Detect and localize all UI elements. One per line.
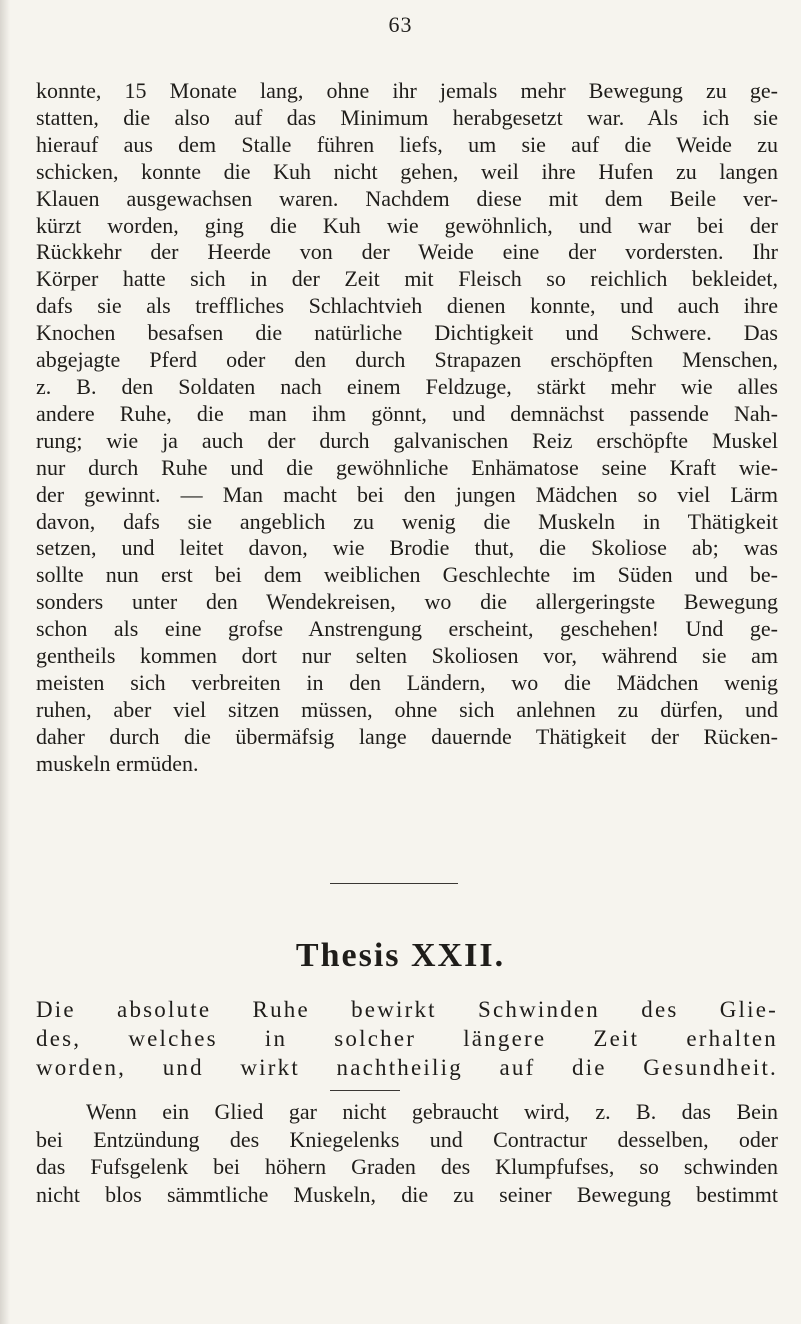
text-line: statten, die also auf das Minimum herabgesetzt war. Als ich sie bbox=[36, 104, 778, 130]
text-line: ruhen, aber viel sitzen müssen, ohne sich anlehnen zu dürfen, und bbox=[36, 696, 778, 722]
text-line: Klauen ausgewachsen waren. Nachdem diese mit dem Beile ver- bbox=[36, 185, 778, 211]
text-line: hierauf aus dem Stalle führen liefs, um sie auf die Weide zu bbox=[36, 131, 778, 157]
text-line: schicken, konnte die Kuh nicht gehen, weil ihre Hufen zu langen bbox=[36, 158, 778, 184]
text-line: Körper hatte sich in der Zeit mit Fleisch so reichlich bekleidet, bbox=[36, 266, 778, 292]
text-line: Rückkehr der Heerde von der Weide eine der vordersten. Ihr bbox=[36, 239, 778, 265]
thesis-heading: Thesis XXII. bbox=[295, 937, 506, 974]
text-line: davon, dafs sie angeblich zu wenig die Muskeln in Thätigkeit bbox=[36, 508, 778, 534]
text-line: Wenn ein Glied gar nicht gebraucht wird, z. B. das Bein bbox=[86, 1099, 778, 1124]
text-line: daher durch die übermäfsig lange dauernde Thätigkeit der Rücken- bbox=[36, 723, 778, 749]
text-line: der gewinnt. — Man macht bei den jungen Mädchen so viel Lärm bbox=[36, 481, 778, 507]
text-line: setzen, und leitet davon, wie Brodie thut, die Skoliose ab; was bbox=[36, 535, 778, 561]
text-line: meisten sich verbreiten in den Ländern, wo die Mädchen wenig bbox=[36, 669, 778, 695]
text-line: sollte nun erst bei dem weiblichen Geschlechte im Süden und be- bbox=[36, 562, 778, 588]
section-divider-bottom bbox=[330, 1090, 400, 1091]
paragraph-1 bbox=[36, 78, 778, 778]
page-edge-shadow bbox=[0, 0, 10, 1324]
text-line: schon als eine grofse Anstrengung erscheint, geschehen! Und ge- bbox=[36, 616, 778, 642]
text-line: das Fufsgelenk bei höhern Graden des Klumpfufses, so schwinden bbox=[36, 1154, 778, 1179]
text-line: z. B. den Soldaten nach einem Feldzuge, stärkt mehr wie alles bbox=[36, 373, 778, 399]
text-line: muskeln ermüden. bbox=[36, 750, 199, 776]
text-line: bei Entzündung des Kniegelenks und Contractur desselben, oder bbox=[36, 1126, 778, 1152]
paragraph-2 bbox=[36, 1098, 778, 1208]
text-line: nicht blos sämmtliche Muskeln, die zu seiner Bewegung bestimmt bbox=[36, 1181, 778, 1207]
text-line: rung; wie ja auch der durch galvanischen Reiz erschöpfte Muskel bbox=[36, 427, 778, 453]
thesis-line: Die absolute Ruhe bewirkt Schwinden des Glie- bbox=[36, 997, 778, 1022]
text-line: dafs sie als treffliches Schlachtvieh dienen konnte, und auch ihre bbox=[36, 293, 778, 319]
text-line: andere Ruhe, die man ihm gönnt, und demnächst passende Nah- bbox=[36, 400, 778, 426]
section-divider-top bbox=[330, 883, 458, 884]
thesis-line: worden, und wirkt nachtheilig auf die Gesundheit. bbox=[36, 1055, 778, 1080]
text-line: kürzt worden, ging die Kuh wie gewöhnlich, und war bei der bbox=[36, 212, 778, 238]
page-number: 63 bbox=[388, 12, 413, 37]
text-line: sonders unter den Wendekreisen, wo die allergeringste Bewegung bbox=[36, 589, 778, 615]
text-line: gentheils kommen dort nur selten Skoliosen vor, während sie am bbox=[36, 643, 778, 669]
thesis-statement bbox=[36, 995, 778, 1082]
text-line: abgejagte Pferd oder den durch Strapazen erschöpften Menschen, bbox=[36, 347, 778, 373]
thesis-line: des, welches in solcher längere Zeit erhalten bbox=[36, 1026, 778, 1051]
text-line: konnte, 15 Monate lang, ohne ihr jemals mehr Bewegung zu ge- bbox=[36, 78, 778, 103]
text-line: nur durch Ruhe und die gewöhnliche Enhämatose seine Kraft wie- bbox=[36, 454, 778, 480]
text-line: Knochen besafsen die natürliche Dichtigkeit und Schwere. Das bbox=[36, 320, 778, 346]
